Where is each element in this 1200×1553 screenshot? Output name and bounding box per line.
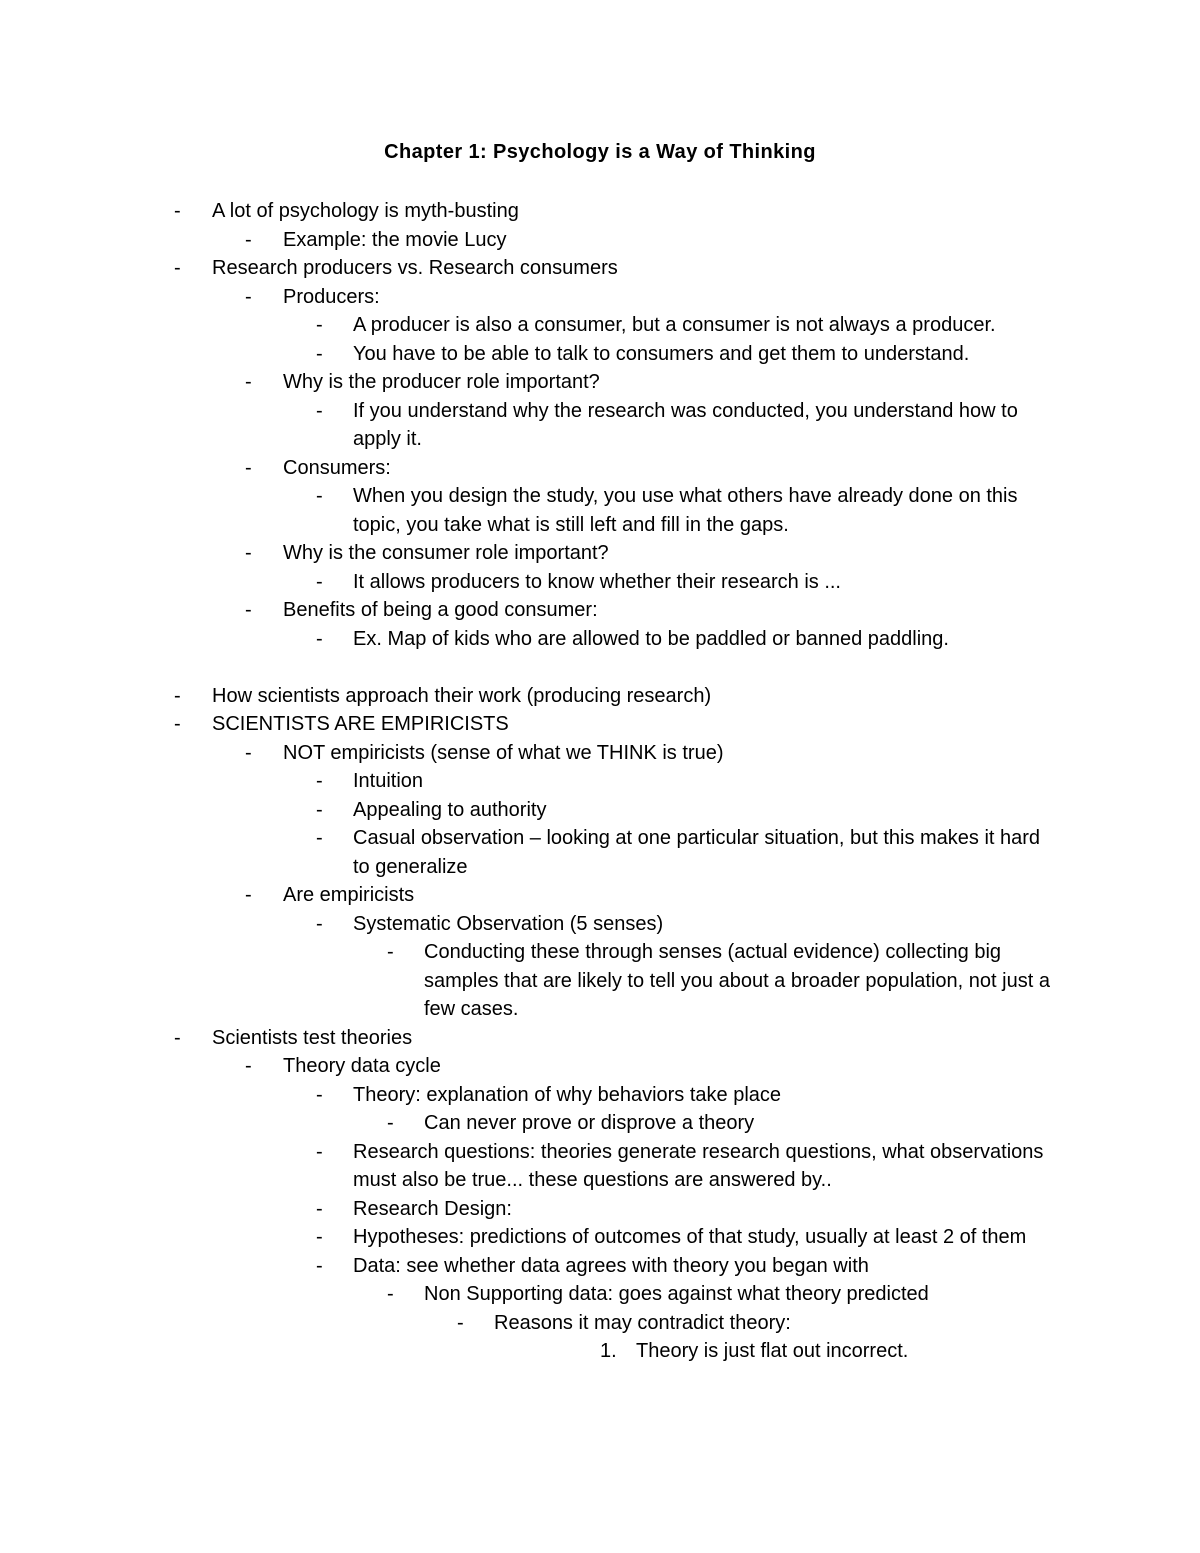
bullet-list-item [0, 1138, 1200, 1195]
bullet-dash: - [316, 627, 323, 650]
list-item-text: Non Supporting data: goes against what theory predicted [424, 1283, 929, 1305]
bullet-dash: - [316, 314, 323, 336]
bullet-dash: - [245, 1055, 252, 1077]
bullet-list-item [0, 739, 1200, 768]
list-item-text: Theory: explanation of why behaviors take place [353, 1083, 782, 1106]
bullet-dash: - [245, 884, 252, 906]
bullet-dash: - [316, 399, 323, 422]
bullet-list-item [0, 1052, 1200, 1081]
list-item-text: You have to be able to talk to consumers and get them to understand. [353, 342, 970, 365]
bullet-list-item [0, 1252, 1200, 1281]
bullet-dash: - [316, 770, 323, 792]
list-item-text: Are empiricists [283, 884, 415, 906]
document-title: Chapter 1: Psychology is a Way of Thinking [384, 141, 816, 163]
bullet-dash: - [245, 371, 252, 393]
list-item-text: Consumers: [283, 456, 391, 479]
bullet-dash: - [245, 228, 252, 251]
list-item-text: When you design the study, you use what others have already done on this topic, you take what is still left and fill in the gaps. [353, 485, 1018, 536]
bullet-list-item [0, 710, 1200, 739]
list-item-text: Theory data cycle [283, 1055, 441, 1077]
notes-outline [0, 197, 1200, 1366]
bullet-list-item [0, 1109, 1200, 1138]
bullet-list-item [0, 682, 1200, 711]
bullet-dash: - [316, 485, 323, 507]
bullet-dash: - [316, 570, 323, 593]
bullet-list-item [0, 1309, 1200, 1338]
bullet-dash: - [316, 1197, 323, 1220]
bullet-list-item [0, 482, 1200, 539]
bullet-dash: - [174, 684, 181, 707]
bullet-list-item [0, 539, 1200, 568]
bullet-list-item [0, 397, 1200, 454]
bullet-dash: - [174, 200, 181, 222]
bullet-list-item [0, 226, 1200, 255]
list-item-text: Casual observation – looking at one particular situation, but this makes it hard to generalize [353, 827, 1041, 878]
list-item-text: NOT empiricists (sense of what we THINK is true) [283, 741, 724, 764]
list-item-text: Appealing to authority [353, 798, 547, 821]
list-item-text: A lot of psychology is myth-busting [212, 200, 519, 222]
list-item-text: Conducting these through senses (actual evidence) collecting big samples that are likely to tell you about a broader population, not just a few cases. [424, 941, 1050, 1020]
bullet-list-item [0, 596, 1200, 625]
bullet-dash: - [316, 1083, 323, 1106]
bullet-dash: - [387, 1283, 394, 1305]
bullet-dash: - [316, 912, 323, 935]
bullet-list-item [0, 938, 1200, 1024]
list-item-text: If you understand why the research was conducted, you understand how to apply it. [353, 399, 1018, 450]
bullet-list-item [0, 881, 1200, 910]
list-item-text: Theory is just flat out incorrect. [636, 1340, 909, 1362]
bullet-list-item [0, 910, 1200, 939]
list-item-text: Example: the movie Lucy [283, 228, 507, 251]
list-item-text: Hypotheses: predictions of outcomes of that study, usually at least 2 of them [353, 1226, 1027, 1248]
list-item-text: Reasons it may contradict theory: [494, 1311, 791, 1334]
bullet-dash: - [245, 741, 252, 764]
list-item-text: Data: see whether data agrees with theory you began with [353, 1254, 869, 1277]
bullet-list-item [0, 368, 1200, 397]
list-item-text: Benefits of being a good consumer: [283, 599, 598, 621]
list-item-text: SCIENTISTS ARE EMPIRICISTS [212, 713, 509, 735]
bullet-list-item [0, 568, 1200, 597]
list-item-text: How scientists approach their work (producing research) [212, 684, 712, 707]
bullet-dash: - [316, 1254, 323, 1277]
bullet-list-item [0, 796, 1200, 825]
bullet-list-item [0, 767, 1200, 796]
list-item-text: Can never prove or disprove a theory [424, 1112, 755, 1134]
bullet-dash: - [245, 599, 252, 621]
bullet-list-item [0, 625, 1200, 654]
bullet-dash: - [316, 1226, 323, 1248]
numbered-list-item [0, 1337, 1200, 1366]
list-item-text: Intuition [353, 770, 424, 792]
list-item-text: Why is the producer role important? [283, 371, 600, 393]
bullet-list-item [0, 254, 1200, 283]
list-item-text: It allows producers to know whether their research is ... [353, 570, 841, 593]
bullet-list-item [0, 197, 1200, 226]
bullet-dash: - [387, 1112, 394, 1134]
list-item-text: A producer is also a consumer, but a consumer is not always a producer. [353, 314, 996, 336]
blank-line [0, 653, 1200, 682]
bullet-dash: - [316, 827, 323, 849]
list-item-text: Producers: [283, 285, 380, 308]
bullet-list-item [0, 1195, 1200, 1224]
bullet-list-item [0, 1223, 1200, 1252]
list-item-text: Systematic Observation (5 senses) [353, 912, 664, 935]
list-item-text: Scientists test theories [212, 1026, 413, 1049]
bullet-list-item [0, 1081, 1200, 1110]
bullet-list-item [0, 340, 1200, 369]
bullet-list-item [0, 311, 1200, 340]
bullet-dash: - [174, 1026, 181, 1049]
bullet-list-item [0, 283, 1200, 312]
list-item-text: Research producers vs. Research consumers [212, 257, 618, 279]
bullet-list-item [0, 1280, 1200, 1309]
bullet-dash: - [245, 285, 252, 308]
bullet-dash: - [316, 1140, 323, 1163]
list-item-text: Ex. Map of kids who are allowed to be paddled or banned paddling. [353, 627, 949, 650]
list-item-text: Why is the consumer role important? [283, 542, 609, 564]
bullet-list-item [0, 454, 1200, 483]
list-number: 1. [600, 1340, 617, 1362]
bullet-dash: - [245, 456, 252, 479]
bullet-dash: - [387, 941, 394, 963]
list-item-text: Research questions: theories generate research questions, what observations must also be true... these questions are answered by.. [353, 1140, 1044, 1191]
bullet-dash: - [316, 798, 323, 821]
bullet-dash: - [174, 713, 181, 735]
list-item-text: Research Design: [353, 1197, 512, 1220]
bullet-dash: - [245, 542, 252, 564]
bullet-dash: - [174, 257, 181, 279]
bullet-list-item [0, 824, 1200, 881]
bullet-list-item [0, 1024, 1200, 1053]
bullet-dash: - [316, 342, 323, 365]
bullet-dash: - [457, 1311, 464, 1334]
